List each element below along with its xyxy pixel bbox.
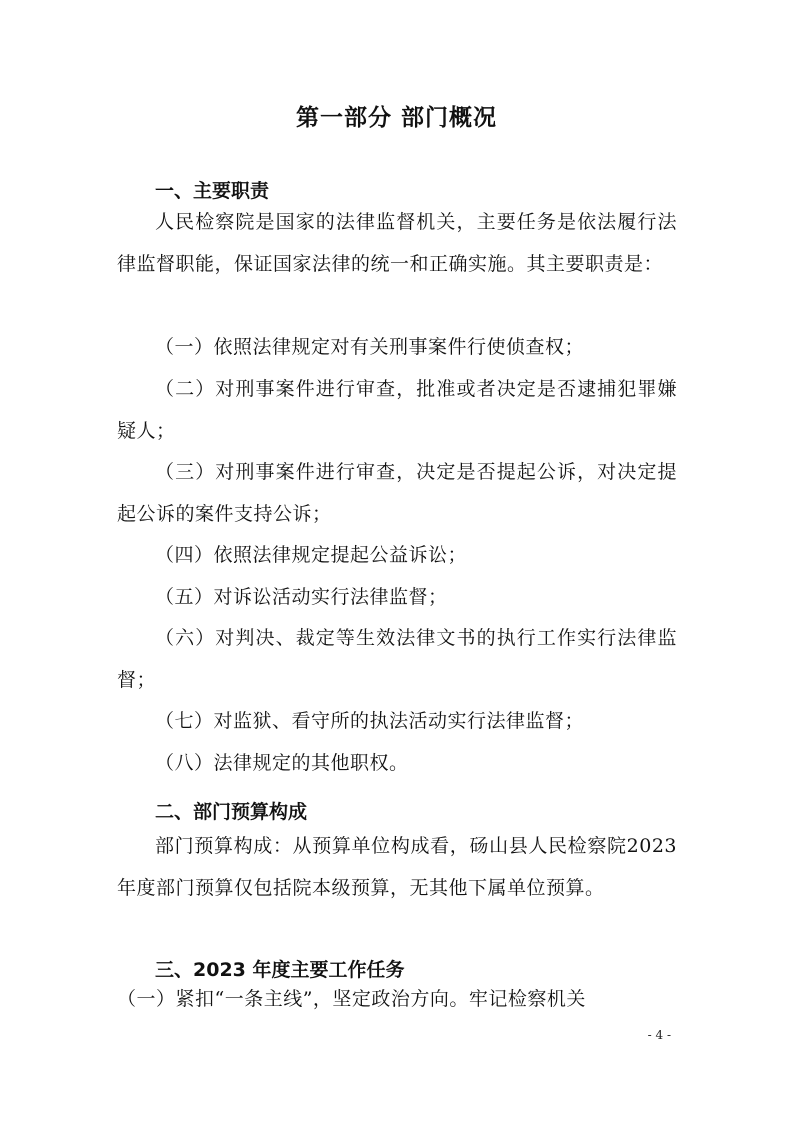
list-item-duty-1: （一）依照法律规定对有关刑事案件行使侦查权； xyxy=(155,336,585,358)
section-heading-tasks: 三、2023 年度主要工作任务 xyxy=(155,959,405,981)
section-heading-budget: 二、部门预算构成 xyxy=(155,801,308,823)
paragraph-tasks-start: （一）紧扣“一条主线”，坚定政治方向。牢记检察机关 xyxy=(117,988,586,1010)
list-item-duty-8: （八）法律规定的其他职权。 xyxy=(155,752,409,774)
list-item-duty-7: （七）对监狱、看守所的执法活动实行法律监督； xyxy=(155,710,585,732)
section-heading-duties: 一、主要职责 xyxy=(155,180,270,202)
paragraph-budget-structure: 部门预算构成：从预算单位构成看，砀山县人民检察院2023 年度部门预算仅包括院本级预算，无其他下属单位预算。 xyxy=(117,835,677,899)
list-item-duty-4: （四）依照法律规定提起公益诉讼； xyxy=(155,544,468,566)
page-number: - 4 - xyxy=(647,1028,671,1042)
paragraph-duties-intro: 人民检察院是国家的法律监督机关，主要任务是依法履行法律监督职能，保证国家法律的统一和正确实施。其主要职责是： xyxy=(117,211,677,275)
list-item-duty-3: （三）对刑事案件进行审查，决定是否提起公诉，对决定提起公诉的案件支持公诉； xyxy=(117,461,677,525)
list-item-duty-6: （六）对判决、裁定等生效法律文书的执行工作实行法律监督； xyxy=(117,627,677,691)
page-title: 第一部分 部门概况 xyxy=(295,105,497,131)
list-item-duty-5: （五）对诉讼活动实行法律监督； xyxy=(155,586,448,608)
list-item-duty-2: （二）对刑事案件进行审查，批准或者决定是否逮捕犯罪嫌疑人； xyxy=(117,378,677,442)
